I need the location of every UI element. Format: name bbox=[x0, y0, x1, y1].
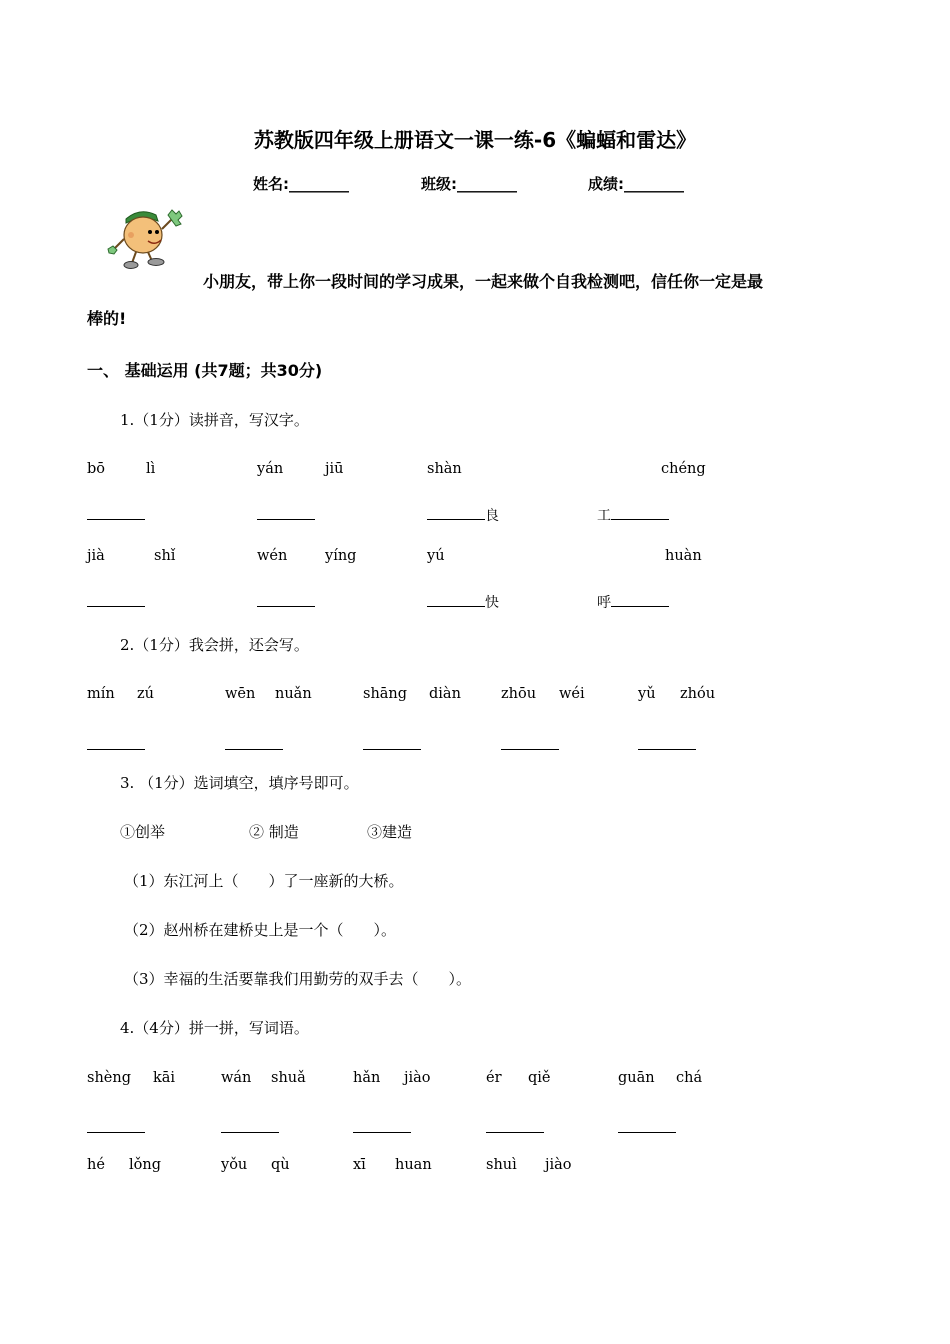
pinyin: diàn bbox=[429, 686, 461, 702]
pinyin: xī bbox=[353, 1157, 366, 1173]
pinyin: huan bbox=[395, 1157, 432, 1173]
pinyin: nuǎn bbox=[275, 686, 312, 702]
answer-blank[interactable] bbox=[225, 735, 283, 754]
pinyin: shuǎ bbox=[271, 1070, 306, 1086]
answer-blank[interactable] bbox=[257, 592, 315, 611]
pinyin: kāi bbox=[153, 1070, 176, 1086]
question-4-prompt: 4.（4分）拼一拼，写词语。 bbox=[120, 1019, 309, 1037]
pinyin: qù bbox=[271, 1157, 290, 1173]
pinyin: yǒu bbox=[221, 1157, 248, 1173]
fill-item: （3）幸福的生活要靠我们用勤劳的双手去（ ）。 bbox=[124, 970, 472, 988]
pinyin: shǐ bbox=[154, 548, 176, 564]
pinyin: yíng bbox=[325, 548, 357, 564]
pinyin: bō bbox=[87, 461, 106, 477]
pinyin: wēn bbox=[225, 686, 256, 702]
question-1-prompt: 1.（1分）读拼音，写汉字。 bbox=[120, 411, 309, 429]
pinyin: jià bbox=[87, 548, 105, 564]
pinyin: wéi bbox=[559, 686, 585, 702]
answer-blank[interactable] bbox=[638, 735, 696, 754]
answer-blank[interactable] bbox=[486, 1118, 544, 1137]
class-field: 班级:________ bbox=[421, 175, 517, 193]
question-3-prompt: 3. （1分）选词填空，填序号即可。 bbox=[120, 774, 359, 792]
answer-blank[interactable] bbox=[501, 735, 559, 754]
pinyin: jiào bbox=[404, 1070, 431, 1086]
pinyin: qiě bbox=[528, 1070, 551, 1086]
fixed-char: 工 bbox=[597, 508, 611, 524]
pinyin: lǒng bbox=[129, 1157, 161, 1173]
pinyin: zhōu bbox=[501, 686, 537, 702]
answer-blank[interactable] bbox=[87, 505, 145, 524]
pinyin: shāng bbox=[363, 686, 408, 702]
fixed-char: 呼 bbox=[597, 595, 611, 611]
pinyin: ér bbox=[486, 1070, 502, 1086]
pinyin: chá bbox=[676, 1070, 703, 1086]
pinyin: mín bbox=[87, 686, 115, 702]
pinyin: jiào bbox=[545, 1157, 572, 1173]
pinyin: shèng bbox=[87, 1070, 131, 1086]
pinyin: zú bbox=[137, 686, 154, 702]
page-title: 苏教版四年级上册语文一课一练-6《蝙蝠和雷达》 bbox=[253, 128, 697, 152]
question-2-prompt: 2.（1分）我会拼，还会写。 bbox=[120, 636, 309, 654]
pinyin: yán bbox=[257, 461, 284, 477]
name-field: 姓名:________ bbox=[253, 175, 349, 193]
fill-item: （1）东江河上（ ）了一座新的大桥。 bbox=[124, 872, 404, 890]
answer-blank[interactable] bbox=[353, 1118, 411, 1137]
pinyin: lì bbox=[146, 461, 156, 477]
answer-blank-with-char[interactable] bbox=[597, 592, 669, 612]
pinyin: hǎn bbox=[353, 1070, 381, 1086]
pinyin: yú bbox=[427, 548, 445, 564]
greeting-line-2: 棒的! bbox=[87, 309, 127, 328]
pinyin: wén bbox=[257, 548, 288, 564]
answer-blank-with-char[interactable] bbox=[427, 505, 499, 525]
section-heading: 一、 基础运用 (共7题；共30分) bbox=[87, 361, 323, 380]
pinyin: shàn bbox=[427, 461, 462, 477]
pinyin: shuì bbox=[486, 1157, 517, 1173]
option: ①创举 bbox=[120, 823, 166, 841]
option: ③建造 bbox=[367, 823, 413, 841]
answer-blank-with-char[interactable] bbox=[597, 505, 669, 525]
pinyin: chéng bbox=[661, 461, 706, 477]
option: ② 制造 bbox=[249, 823, 299, 841]
mascot-illustration bbox=[106, 205, 188, 271]
answer-blank[interactable] bbox=[87, 735, 145, 754]
answer-blank[interactable] bbox=[618, 1118, 676, 1137]
pinyin: zhóu bbox=[680, 686, 716, 702]
answer-blank[interactable] bbox=[363, 735, 421, 754]
pinyin: jiū bbox=[325, 461, 344, 477]
pinyin: hé bbox=[87, 1157, 105, 1173]
answer-blank-with-char[interactable] bbox=[427, 592, 499, 612]
pinyin: guān bbox=[618, 1070, 655, 1086]
fixed-char: 良 bbox=[485, 508, 499, 524]
pinyin: yǔ bbox=[638, 686, 656, 702]
score-field: 成绩:________ bbox=[588, 175, 684, 193]
answer-blank[interactable] bbox=[87, 1118, 145, 1137]
pinyin: huàn bbox=[665, 548, 702, 564]
fixed-char: 快 bbox=[485, 595, 499, 611]
answer-blank[interactable] bbox=[221, 1118, 279, 1137]
answer-blank[interactable] bbox=[257, 505, 315, 524]
greeting-line-1: 小朋友，带上你一段时间的学习成果，一起来做个自我检测吧，信任你一定是最 bbox=[203, 272, 764, 291]
answer-blank[interactable] bbox=[87, 592, 145, 611]
pinyin: wán bbox=[221, 1070, 252, 1086]
fill-item: （2）赵州桥在建桥史上是一个（ ）。 bbox=[124, 921, 397, 939]
